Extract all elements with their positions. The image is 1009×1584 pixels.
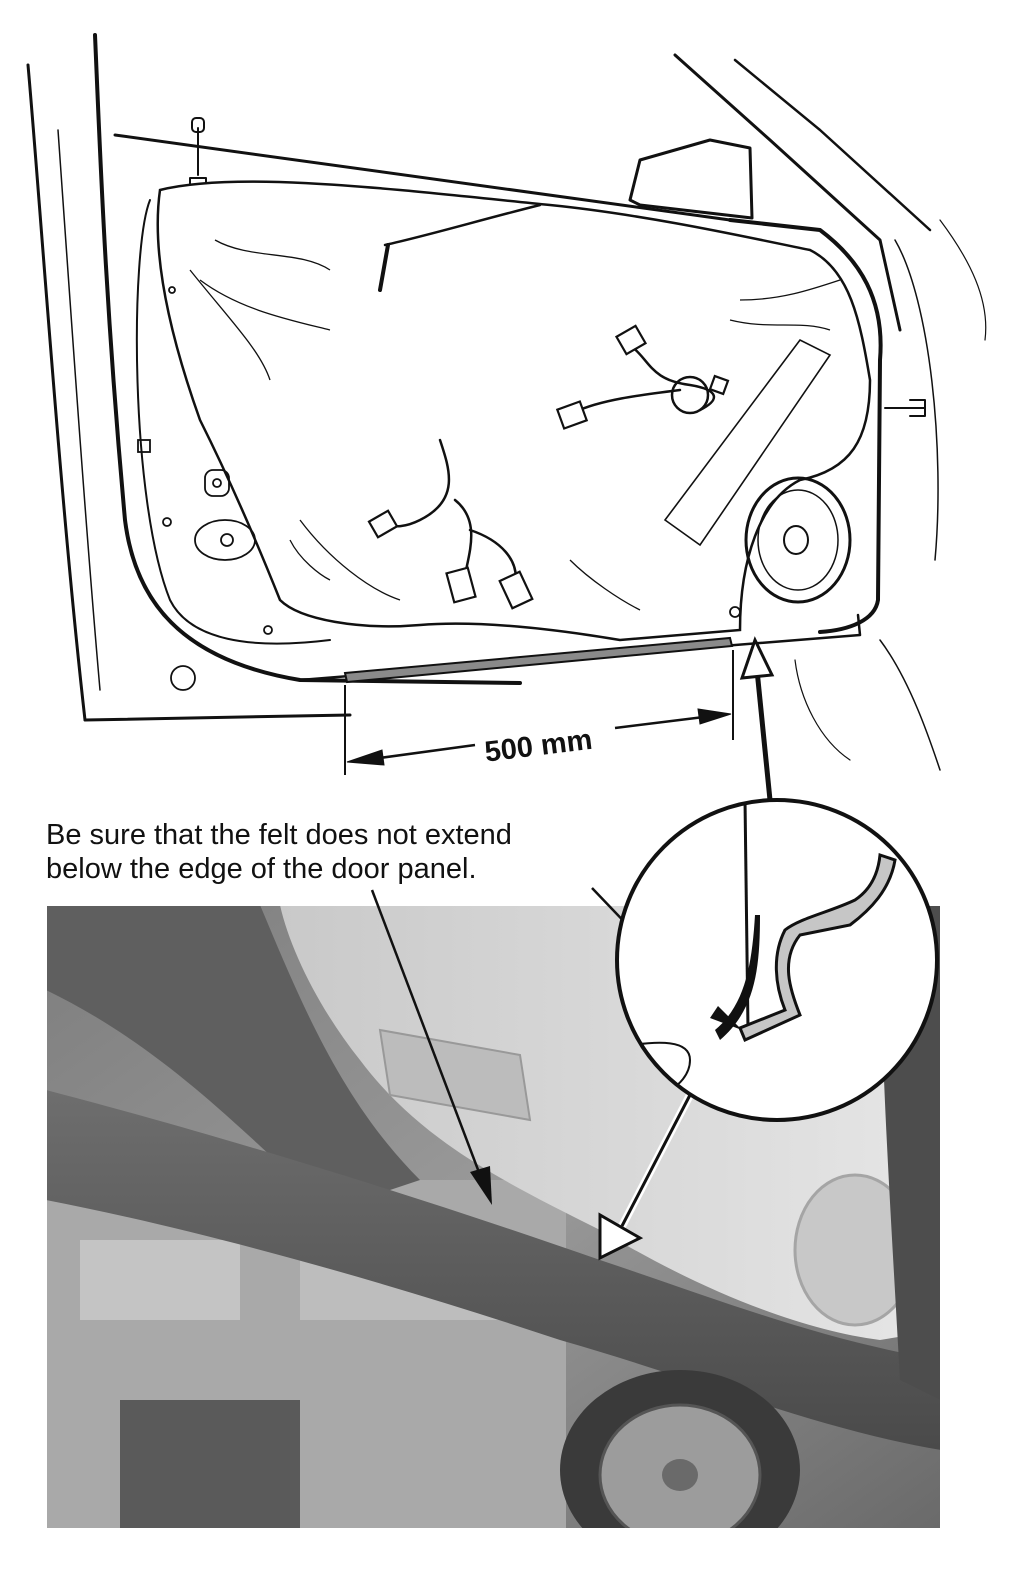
speaker-icon bbox=[746, 478, 850, 602]
arrow-icon bbox=[742, 640, 772, 800]
felt-strip bbox=[345, 638, 732, 682]
felt-placement-note bbox=[46, 818, 666, 886]
dimension-label: 500 mm bbox=[482, 723, 595, 769]
note-line-1: Be sure that the felt does not extend bbox=[46, 819, 512, 851]
watershield-sheet bbox=[158, 182, 870, 640]
note-line-2: below the edge of the door panel. bbox=[46, 853, 477, 885]
